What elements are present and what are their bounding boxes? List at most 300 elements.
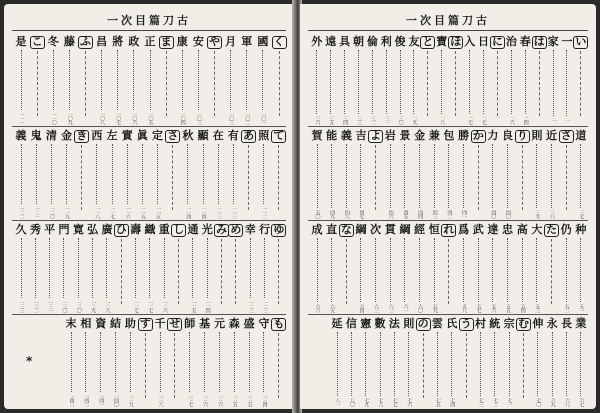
page-number: 六〇	[417, 304, 424, 312]
kana-heading: さ	[167, 129, 179, 142]
page-number: 四二	[446, 210, 453, 218]
page-number: 三七	[578, 210, 585, 218]
dot-leader	[150, 50, 151, 110]
entry-name: 定	[152, 129, 164, 142]
dot-leader	[552, 332, 553, 396]
entry-name: 宗	[503, 317, 515, 330]
kana-index-entry	[166, 130, 180, 218]
entry-name: 是	[15, 35, 27, 48]
page-number: 一一五	[139, 206, 146, 218]
page-number: 一〇六	[131, 112, 138, 124]
left-block-rule-1	[12, 126, 286, 127]
dot-leader	[246, 50, 247, 110]
dot-leader	[522, 238, 523, 302]
entry-name: 俊	[394, 35, 406, 48]
dot-leader	[400, 50, 401, 114]
page-number: 七〇	[535, 398, 542, 406]
dot-leader	[101, 50, 102, 110]
page-number: 一三五	[231, 394, 238, 406]
dot-leader	[466, 333, 467, 398]
dot-leader	[63, 238, 64, 298]
entry-name: 景	[399, 129, 411, 142]
dot-leader	[375, 238, 376, 302]
toc-entry	[243, 224, 257, 312]
toc-entry	[227, 318, 241, 406]
dot-leader	[437, 332, 438, 396]
dot-leader	[344, 50, 345, 114]
dot-leader	[106, 238, 107, 298]
kana-heading: む	[517, 317, 529, 330]
page-number: 一二三	[262, 300, 269, 312]
entry-name: 成	[311, 223, 323, 236]
entry-name: 義	[15, 129, 27, 142]
toc-entry	[488, 318, 502, 406]
dot-leader	[451, 332, 452, 396]
dot-leader	[317, 144, 318, 208]
entry-name: 包	[443, 129, 455, 142]
toc-entry	[477, 36, 491, 124]
dot-leader	[92, 238, 93, 298]
dot-leader	[419, 144, 420, 208]
toc-entry	[330, 318, 344, 406]
dot-leader	[145, 333, 146, 398]
dot-leader	[264, 238, 265, 298]
kana-index-entry	[272, 36, 286, 124]
dot-leader	[279, 51, 280, 116]
dot-leader	[434, 238, 435, 302]
dot-leader	[566, 332, 567, 396]
left-block-2	[14, 130, 286, 218]
toc-entry	[224, 36, 238, 124]
dot-leader	[331, 238, 332, 302]
entry-name: 能	[326, 129, 338, 142]
toc-entry	[402, 318, 416, 406]
page-number: 四〇	[505, 210, 512, 218]
page-number: 七九	[363, 398, 370, 406]
page-number: 一四三	[68, 394, 75, 406]
entry-name: 綱	[399, 223, 411, 236]
page-number: 三五	[328, 116, 335, 124]
dot-leader	[115, 332, 116, 392]
entry-name: 外	[311, 35, 323, 48]
page-number: 六八	[564, 398, 570, 406]
toc-entry	[530, 224, 544, 312]
toc-entry	[60, 130, 74, 218]
toc-entry	[79, 318, 93, 406]
right-block-rule-2	[308, 220, 588, 221]
page-number: 三四	[342, 116, 349, 124]
entry-name: 寛	[72, 223, 84, 236]
toc-entry	[123, 318, 137, 406]
toc-entry	[463, 36, 477, 124]
entry-name: 兼	[428, 129, 440, 142]
entry-name: 鬼	[30, 129, 42, 142]
dot-leader	[390, 144, 391, 208]
page-number: 一三一	[47, 300, 54, 312]
dot-leader	[142, 144, 143, 204]
page-number: 一一四	[185, 206, 192, 218]
page-number: 一一〇	[50, 112, 57, 124]
entry-name: 藤	[63, 35, 75, 48]
toc-entry	[545, 130, 559, 218]
kana-index-entry	[208, 36, 222, 124]
page-number: 一三八	[157, 394, 164, 406]
dot-leader	[21, 238, 22, 298]
dot-leader	[372, 50, 373, 114]
kana-index-entry	[515, 130, 529, 218]
entry-name: 達	[487, 223, 499, 236]
dot-leader	[230, 50, 231, 110]
dot-leader	[551, 144, 552, 208]
dot-leader	[96, 144, 97, 204]
page-number: 六九	[549, 398, 556, 406]
page-number: 六一	[402, 304, 409, 312]
page-number: 一〇八	[99, 112, 106, 124]
dot-leader	[455, 51, 456, 116]
toc-entry	[64, 318, 78, 406]
right-block-4	[330, 318, 588, 406]
kana-index-entry	[574, 36, 588, 124]
page-number: 一〇二	[244, 112, 251, 124]
dot-leader	[21, 50, 22, 110]
entry-name: 義	[340, 129, 352, 142]
toc-entry	[200, 224, 214, 312]
dot-leader	[121, 239, 122, 304]
entry-name: 岩	[384, 129, 396, 142]
kana-index-entry	[545, 224, 559, 312]
kana-heading: い	[575, 35, 587, 48]
page-number: 一一二	[261, 206, 268, 218]
toc-entry	[127, 36, 141, 124]
entry-name: 遠	[325, 35, 337, 48]
dot-leader	[511, 50, 512, 114]
toc-entry	[393, 36, 407, 124]
kana-index-entry	[490, 36, 504, 124]
dot-leader	[192, 238, 193, 298]
entry-name: 則	[403, 317, 415, 330]
dot-leader	[507, 238, 508, 302]
dot-leader	[419, 238, 420, 302]
entry-name: 織	[144, 223, 156, 236]
dot-leader	[174, 333, 175, 398]
entry-name: 信	[345, 317, 357, 330]
entry-name: 森	[228, 317, 240, 330]
dot-leader	[203, 144, 204, 204]
entry-name: 金	[414, 129, 426, 142]
page-number: 四五	[402, 210, 409, 218]
dot-leader	[497, 51, 498, 116]
entry-name: 國	[257, 35, 269, 48]
page-number: 五八	[461, 304, 468, 312]
toc-entry	[109, 318, 123, 406]
toc-entry	[457, 130, 471, 218]
kana-heading: も	[273, 317, 285, 330]
toc-entry	[94, 318, 108, 406]
page-number: 一一三	[215, 206, 222, 218]
toc-entry	[62, 36, 76, 124]
entry-name: 友	[408, 35, 420, 48]
entry-name: 光	[201, 223, 213, 236]
right-block-3	[310, 224, 588, 312]
toc-entry	[373, 318, 387, 406]
toc-entry	[14, 130, 28, 218]
toc-entry	[545, 318, 559, 406]
kana-index-entry	[272, 224, 286, 312]
dot-leader	[536, 238, 537, 302]
toc-entry	[258, 224, 272, 312]
kana-heading: き	[76, 129, 88, 142]
page-number: 四三	[431, 210, 438, 218]
toc-entry	[71, 224, 85, 312]
entry-name: 業	[575, 317, 587, 330]
entry-name: 久	[15, 223, 27, 236]
dot-leader	[380, 332, 381, 396]
toc-entry	[486, 130, 500, 218]
toc-entry	[44, 130, 58, 218]
dot-leader	[262, 50, 263, 110]
dot-leader	[408, 332, 409, 396]
entry-name: 良	[502, 129, 514, 142]
entry-name: 清	[45, 129, 57, 142]
dot-leader	[346, 239, 347, 304]
page-number: 一二九	[90, 300, 97, 312]
page-number: 三二	[369, 116, 376, 124]
page-number: 一一五	[155, 206, 162, 218]
dot-leader	[78, 238, 79, 298]
page-number: 一二二	[18, 206, 25, 218]
page-number: 一	[550, 118, 557, 122]
page-number: 一一六	[124, 206, 131, 218]
entry-name: 基	[199, 317, 211, 330]
page-number: 五二	[563, 304, 570, 312]
dot-leader	[66, 144, 67, 204]
page-number: 一三三	[18, 300, 25, 312]
kana-index-entry	[442, 224, 456, 312]
toc-entry	[57, 224, 71, 312]
toc-entry	[325, 130, 339, 218]
page-number: 一一八	[94, 206, 101, 218]
kana-index-entry	[114, 224, 128, 312]
toc-entry	[546, 36, 560, 124]
kana-index-entry	[339, 224, 353, 312]
page-number: 一一四	[200, 206, 207, 218]
entry-name: 一	[561, 35, 573, 48]
dot-leader	[187, 144, 188, 204]
entry-name: 長	[561, 317, 572, 330]
entry-name: 末	[65, 317, 77, 330]
toc-entry	[427, 224, 441, 312]
page-number: 五三	[534, 304, 541, 312]
dot-leader	[71, 332, 72, 392]
dot-leader	[198, 50, 199, 110]
dot-leader	[317, 238, 318, 302]
kana-heading: こ	[31, 35, 43, 48]
entry-name: 勝	[458, 129, 470, 142]
toc-entry	[151, 130, 165, 218]
kana-heading: ゆ	[273, 223, 285, 236]
toc-entry	[574, 318, 588, 406]
entry-name: 政	[128, 35, 140, 48]
dot-leader	[135, 238, 136, 298]
dot-leader	[360, 144, 361, 208]
entry-name: 左	[106, 129, 118, 142]
right-block-rule-3	[308, 314, 588, 315]
entry-name: 道	[575, 129, 587, 142]
toc-entry	[379, 36, 393, 124]
kana-index-entry	[272, 130, 286, 218]
page-number: 一三〇	[75, 300, 82, 312]
dot-leader	[539, 51, 540, 116]
entry-name: 法	[388, 317, 400, 330]
dot-leader	[358, 50, 359, 114]
entry-name: 伸	[532, 317, 544, 330]
page-number: 三一	[383, 116, 390, 124]
dot-leader	[204, 332, 205, 392]
dot-leader	[149, 238, 150, 298]
dot-leader	[480, 332, 481, 396]
page-number: 一二〇	[48, 206, 55, 218]
page-number: 一三六	[216, 394, 223, 406]
toc-entry	[325, 224, 339, 312]
kana-heading: や	[209, 35, 220, 48]
page-number: 一三〇	[61, 300, 68, 312]
entry-name: 數	[374, 317, 386, 330]
dot-leader	[234, 332, 235, 392]
toc-entry	[369, 224, 383, 312]
kana-heading: か	[472, 129, 484, 142]
kana-heading: の	[417, 317, 429, 330]
page-number: 一一九	[64, 206, 71, 218]
dot-leader	[221, 239, 222, 304]
toc-entry	[157, 224, 171, 312]
kana-index-entry	[168, 318, 182, 406]
dot-leader	[580, 332, 581, 396]
toc-entry	[457, 224, 471, 312]
dot-leader	[427, 51, 428, 116]
dot-leader	[166, 51, 167, 116]
entry-name: 昌	[96, 35, 108, 48]
entry-name: 在	[212, 129, 224, 142]
page-number: 七三	[477, 398, 484, 406]
toc-entry	[257, 130, 271, 218]
dot-leader	[580, 144, 581, 208]
entry-name: 通	[187, 223, 199, 236]
toc-entry	[129, 224, 143, 312]
toc-entry	[354, 224, 368, 312]
toc-entry	[242, 318, 256, 406]
page-number: 一二一	[33, 206, 40, 218]
left-block-3	[14, 224, 286, 312]
kana-heading: れ	[443, 223, 455, 236]
dot-leader	[21, 144, 22, 204]
toc-entry	[90, 130, 104, 218]
page-number: 二九	[411, 116, 418, 124]
toc-entry	[560, 36, 574, 124]
page-number: 五五	[505, 304, 512, 312]
dot-leader	[351, 332, 352, 396]
entry-name: 忠	[502, 223, 514, 236]
toc-entry	[471, 224, 485, 312]
toc-entry	[338, 36, 352, 124]
dot-leader	[413, 50, 414, 114]
toc-entry	[501, 224, 515, 312]
toc-entry	[413, 224, 427, 312]
toc-entry	[175, 36, 189, 124]
entry-name: 憲	[360, 317, 372, 330]
toc-entry	[324, 36, 338, 124]
kana-heading: せ	[169, 317, 181, 330]
dot-leader	[448, 144, 449, 208]
entry-name: 康	[176, 35, 188, 48]
kana-heading: さ	[560, 129, 572, 142]
entry-name: 日	[478, 35, 490, 48]
dot-leader	[164, 238, 165, 298]
page-number: 一三七	[187, 394, 194, 406]
dot-leader	[580, 238, 581, 302]
page-number: 五一	[578, 304, 585, 312]
entry-name: 直	[326, 223, 338, 236]
dot-leader	[127, 144, 128, 204]
page-number: 一〇三	[195, 112, 202, 124]
dot-leader	[100, 332, 101, 392]
kana-index-entry	[421, 36, 435, 124]
dot-leader	[278, 333, 279, 398]
toc-entry	[486, 224, 500, 312]
kana-heading: ひ	[115, 223, 127, 236]
kana-heading: な	[340, 223, 352, 236]
entry-name: 統	[489, 317, 501, 330]
page-number: 一二六	[161, 300, 168, 312]
dot-leader	[81, 145, 82, 210]
right-page	[300, 4, 596, 409]
dot-leader	[160, 332, 161, 392]
entry-name: 元	[213, 317, 225, 330]
entry-name: 有	[227, 129, 239, 142]
dot-leader	[494, 332, 495, 396]
kana-heading: あ	[243, 129, 255, 142]
page-number: 六四	[358, 304, 365, 312]
dot-leader	[507, 144, 508, 208]
toc-entry	[226, 130, 240, 218]
dot-leader	[278, 239, 279, 304]
entry-name: 仍	[560, 223, 572, 236]
kana-index-entry	[449, 36, 463, 124]
page-number: 六五	[329, 304, 336, 312]
toc-entry	[257, 318, 271, 406]
kana-heading: り	[516, 129, 528, 142]
entry-name: 月	[225, 35, 237, 48]
toc-entry	[198, 318, 212, 406]
dot-leader	[218, 144, 219, 204]
dot-leader	[360, 238, 361, 302]
dot-leader	[337, 332, 338, 396]
toc-entry	[28, 224, 42, 312]
toc-entry	[310, 130, 324, 218]
dot-leader	[386, 50, 387, 114]
page-number: 四七	[358, 210, 365, 218]
dot-leader	[219, 332, 220, 392]
entry-name: 綱	[355, 223, 367, 236]
kana-index-entry	[516, 318, 530, 406]
toc-entry	[352, 36, 366, 124]
dot-leader	[522, 145, 523, 210]
toc-entry	[153, 318, 167, 406]
kana-index-entry	[138, 318, 152, 406]
page-number: 二六	[508, 116, 515, 124]
toc-entry	[105, 130, 119, 218]
dot-leader	[483, 50, 484, 114]
dot-leader	[278, 145, 279, 210]
